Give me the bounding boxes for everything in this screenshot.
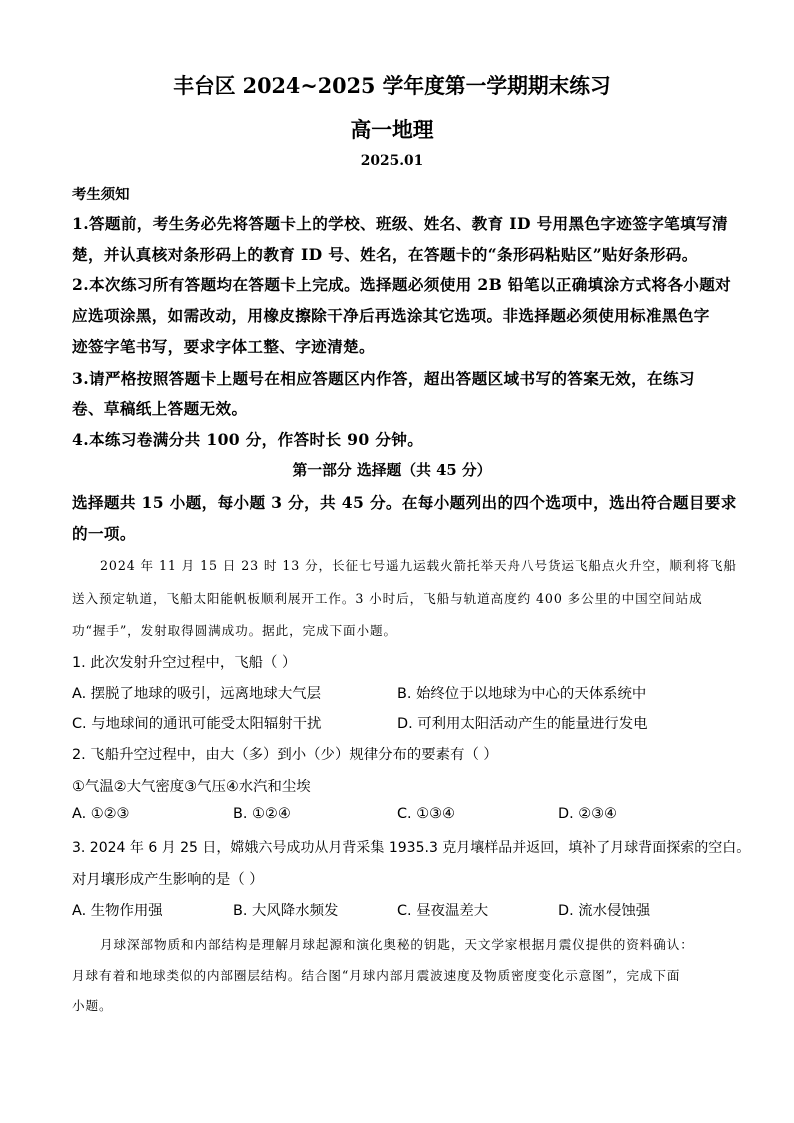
passage-line: 功“握手”，发射取得圆满成功。据此，完成下面小题。 bbox=[72, 623, 398, 638]
option-c: C. 与地球间的通讯可能受太阳辐射干扰 bbox=[72, 716, 322, 732]
notice-heading: 考生须知 bbox=[72, 186, 130, 203]
passage-line: 小题。 bbox=[72, 998, 113, 1013]
notice-line: 应选项涂黑，如需改动，用橡皮擦除干净后再选涂其它选项。非选择题必须使用标准黑色字 bbox=[72, 306, 710, 325]
option-b: B. ①②④ bbox=[233, 806, 291, 822]
passage-line: 月球深部物质和内部结构是理解月球起源和演化奥秘的钥匙，天文学家根据月震仪提供的资料确认： bbox=[100, 937, 694, 952]
exam-title: 丰台区 2024~2025 学年度第一学期期末练习 bbox=[173, 73, 611, 98]
option-a: A. ①②③ bbox=[72, 806, 130, 822]
question-stem-cont: 对月壤形成产生影响的是（ ） bbox=[72, 872, 264, 888]
question-items: ①气温②大气密度③气压④水汽和尘埃 bbox=[72, 779, 311, 795]
option-c: C. ①③④ bbox=[397, 806, 455, 822]
notice-line: 2.本次练习所有答题均在答题卡上完成。选择题必须使用 2B 铅笔以正确填涂方式将各小题对 bbox=[72, 275, 732, 294]
exam-date: 2025.01 bbox=[360, 153, 424, 169]
option-a: A. 生物作用强 bbox=[72, 903, 163, 919]
passage-line: 2024 年 11 月 15 日 23 时 13 分，长征七号遥九运载火箭托举天舟八号货运飞船点火升空，顺利将飞船 bbox=[100, 558, 737, 573]
notice-line: 楚，并认真核对条形码上的教育 ID 号、姓名，在答题卡的“条形码粘贴区”贴好条形码。 bbox=[72, 245, 698, 264]
section-intro-line: 的一项。 bbox=[72, 524, 136, 543]
question-stem: 3. 2024 年 6 月 25 日，嫦娥六号成功从月背采集 1935.3 克月壤样品并返回，填补了月球背面探索的空白。 bbox=[72, 840, 751, 856]
section-heading: 第一部分 选择题（共 45 分） bbox=[292, 461, 492, 479]
question-stem: 2. 飞船升空过程中，由大（多）到小（少）规律分布的要素有（ ） bbox=[72, 747, 498, 763]
notice-line: 1.答题前，考生务必先将答题卡上的学校、班级、姓名、教育 ID 号用黑色字迹签字笔填写清 bbox=[72, 214, 728, 233]
section-intro-line: 选择题共 15 小题，每小题 3 分，共 45 分。在每小题列出的四个选项中，选出符合题目要求 bbox=[72, 493, 737, 512]
option-b: B. 始终位于以地球为中心的天体系统中 bbox=[397, 686, 647, 702]
option-a: A. 摆脱了地球的吸引，远离地球大气层 bbox=[72, 686, 321, 702]
option-d: D. 流水侵蚀强 bbox=[558, 903, 651, 919]
notice-line: 卷、草稿纸上答题无效。 bbox=[72, 399, 248, 418]
passage-line: 送入预定轨道，飞船太阳能帆板顺利展开工作。3 小时后，飞船与轨道高度约 400 多公里的中国空间站成 bbox=[72, 591, 703, 606]
passage-line: 月球有着和地球类似的内部圈层结构。结合图“月球内部月震波速度及物质密度变化示意图”，完成下面 bbox=[72, 968, 681, 983]
question-stem: 1. 此次发射升空过程中，飞船（ ） bbox=[72, 655, 297, 671]
subject-title: 高一地理 bbox=[350, 117, 434, 142]
option-b: B. 大风降水频发 bbox=[233, 903, 339, 919]
option-d: D. ②③④ bbox=[558, 806, 617, 822]
notice-line: 4.本练习卷满分共 100 分，作答时长 90 分钟。 bbox=[72, 430, 424, 449]
notice-line: 迹签字笔书写，要求字体工整、字迹清楚。 bbox=[72, 337, 375, 356]
option-d: D. 可利用太阳活动产生的能量进行发电 bbox=[397, 716, 648, 732]
notice-line: 3.请严格按照答题卡上题号在相应答题区内作答，超出答题区域书写的答案无效，在练习 bbox=[72, 369, 695, 388]
option-c: C. 昼夜温差大 bbox=[397, 903, 489, 919]
